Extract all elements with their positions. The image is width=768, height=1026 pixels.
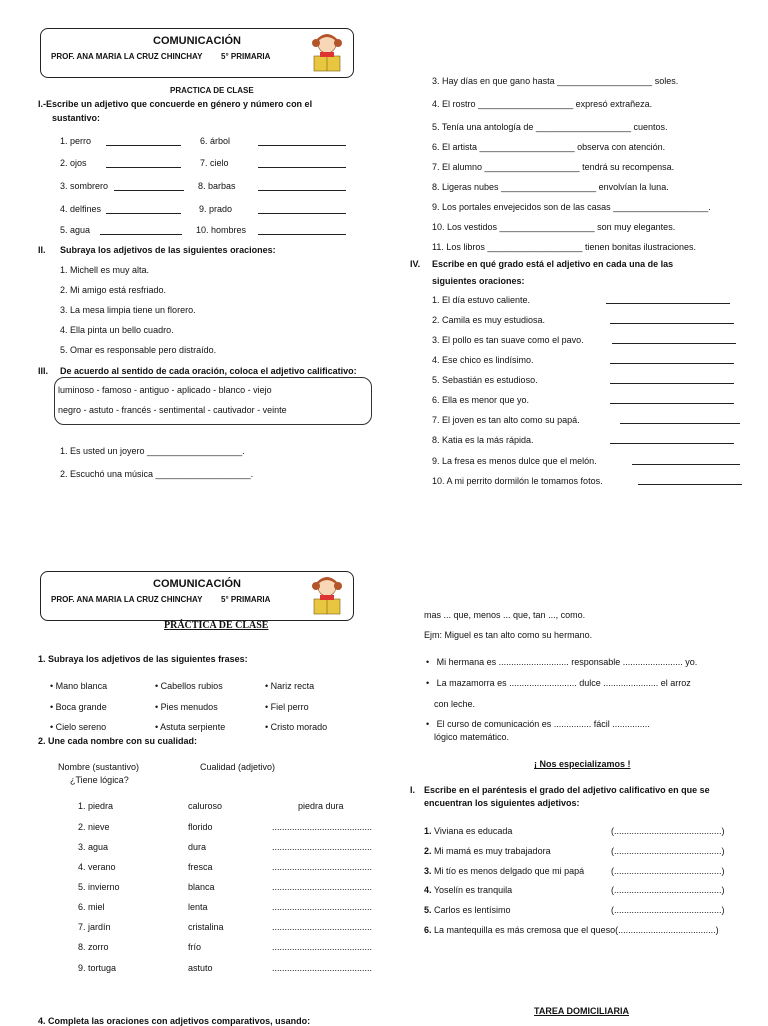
answer-blank[interactable] [106, 167, 181, 168]
bullet-item: • Cabellos rubios [155, 681, 223, 691]
sentence: El curso de comunicación es ............... fácil ............... [436, 719, 650, 729]
header-title: COMUNICACIÓN [153, 35, 241, 47]
answer-blank[interactable] [100, 234, 182, 235]
list-item: 8. Katia es la más rápida. [432, 435, 534, 445]
list-item: 1. Es usted un joyero ___________________. [60, 446, 245, 456]
list-item: 1. Michell es muy alta. [60, 265, 150, 275]
list-item: 5. Omar es responsable pero distraído. [60, 345, 217, 355]
list-item: 8. barbas [198, 181, 236, 191]
noun: 4. verano [78, 862, 116, 872]
bullet-item: • Boca grande [50, 702, 107, 712]
noun: 6. miel [78, 902, 105, 912]
list-item: 6. Ella es menor que yo. [432, 395, 530, 405]
answer-dots[interactable]: ........................................ [272, 822, 373, 832]
s2-4-title: 4. Completa las oraciones con adjetivos comparativos, usando: [38, 1016, 311, 1026]
header-teacher: PROF. ANA MARIA LA CRUZ CHINCHAY [51, 52, 203, 61]
col-header-noun: Nombre (sustantivo) [58, 762, 140, 772]
list-item [424, 885, 512, 895]
answer-paren[interactable]: (...........................................) [611, 826, 725, 836]
noun: 2. nieve [78, 822, 110, 832]
bullet-item: • Astuta serpiente [155, 722, 226, 732]
bullet-item: • El curso de comunicación es ............... fácil ............... [426, 719, 650, 729]
list-item: 4. delfines [60, 204, 102, 214]
bullet-item: • La mazamorra es ........................... dulce ...................... el arroz [426, 678, 691, 688]
sentence: Mi tío es menos delgado que mi papá [434, 866, 585, 876]
answer-blank[interactable] [106, 145, 181, 146]
quality: frío [188, 942, 202, 952]
answer-paren[interactable]: (...........................................) [611, 885, 725, 895]
answer-blank[interactable] [610, 443, 734, 444]
quality: dura [188, 842, 207, 852]
quality: caluroso [188, 801, 223, 811]
phrase: Pies menudos [160, 702, 218, 712]
answer-paren[interactable]: (...........................................) [611, 905, 725, 915]
phrase: Mano blanca [55, 681, 108, 691]
answer-blank[interactable] [114, 190, 184, 191]
item-number: 1. [424, 826, 432, 836]
list-item: 7. cielo [200, 158, 229, 168]
list-item: 7. El alumno ___________________ tendrá su recompensa. [432, 162, 675, 172]
s2-number: II. [38, 245, 46, 255]
item-number: 2. [424, 846, 432, 856]
list-item [424, 905, 511, 915]
header-box-1 [40, 28, 354, 78]
answer-blank[interactable] [258, 145, 346, 146]
phrase: Boca grande [55, 702, 107, 712]
list-item: 9. La fresa es menos dulce que el melón. [432, 456, 597, 466]
list-item: 1. El día estuvo caliente. [432, 295, 531, 305]
list-item: 9. Los portales envejecidos son de las casas ___________________. [432, 202, 711, 212]
list-item: 2. ojos [60, 158, 87, 168]
noun: 3. agua [78, 842, 109, 852]
header-title: COMUNICACIÓN [153, 578, 241, 590]
s4-title-line1: Escribe en qué grado está el adjetivo en cada una de las [432, 259, 674, 269]
bullet-item: • Cristo morado [265, 722, 328, 732]
noun: 1. piedra [78, 801, 114, 811]
example-line: Ejm: Miguel es tan alto como su hermano. [424, 630, 593, 640]
answer-blank[interactable] [258, 234, 346, 235]
list-item: 6. El artista ___________________ observa con atención. [432, 142, 666, 152]
s3-title: De acuerdo al sentido de cada oración, coloca el adjetivo calificativo: [60, 366, 357, 376]
answer-dots[interactable]: ........................................ [272, 882, 373, 892]
bullet-item: • Mano blanca [50, 681, 108, 691]
answer-dots[interactable]: ........................................ [272, 963, 373, 973]
answer-dots[interactable]: ........................................ [272, 862, 373, 872]
s2-1-title: 1. Subraya los adjetivos de las siguientes frases: [38, 654, 248, 664]
list-item: 7. El joven es tan alto como su papá. [432, 415, 580, 425]
sentence: Mi mamá es muy trabajadora [434, 846, 551, 856]
item-number: 3. [424, 866, 432, 876]
phrase: Nariz recta [270, 681, 315, 691]
phrase: Cielo sereno [55, 722, 107, 732]
list-item: 2. Camila es muy estudiosa. [432, 315, 546, 325]
example-answer: piedra dura [298, 801, 344, 811]
list-item: 2. Escuchó una música ___________________. [60, 469, 254, 479]
phrase: Astuta serpiente [160, 722, 226, 732]
s2-2-title: 2. Une cada nombre con su cualidad: [38, 736, 198, 746]
list-item: 9. prado [199, 204, 233, 214]
noun: 9. tortuga [78, 963, 117, 973]
answer-dots[interactable]: ........................................ [272, 942, 373, 952]
item-number: 6. [424, 925, 432, 935]
quality: astuto [188, 963, 213, 973]
list-item: 3. sombrero [60, 181, 109, 191]
list-item [424, 925, 719, 935]
header-grade: 5° PRIMARIA [221, 595, 271, 604]
list-item: 4. Ella pinta un bello cuadro. [60, 325, 174, 335]
sI-number: I. [410, 785, 416, 795]
sentence-cont: lógico matemático. [434, 732, 510, 742]
list-item: 1. perro [60, 136, 92, 146]
answer-blank[interactable] [258, 213, 346, 214]
special-heading: ¡ Nos especializamos ! [534, 759, 631, 769]
header-grade: 5° PRIMARIA [221, 52, 271, 61]
bullet-item: • Cielo sereno [50, 722, 107, 732]
girl-reading-icon [307, 32, 347, 76]
comparative-line: mas ... que, menos ... que, tan ..., como. [424, 610, 586, 620]
s1-title-line1: I.-Escribe un adjetivo que concuerde en género y número con el [38, 99, 313, 109]
list-item: 3. La mesa limpia tiene un florero. [60, 305, 196, 315]
noun: 5. invierno [78, 882, 120, 892]
s4-number: IV. [410, 259, 421, 269]
list-item: 5. agua [60, 225, 91, 235]
col-header-logic: ¿Tiene lógica? [70, 775, 129, 785]
answer-blank[interactable] [610, 363, 734, 364]
list-item: 6. árbol [200, 136, 231, 146]
list-item: 5. Tenía una antología de ___________________ cuentos. [432, 122, 668, 132]
list-item: 4. El rostro ___________________ expresó extrañeza. [432, 99, 653, 109]
phrase: Cabellos rubios [160, 681, 223, 691]
quality: lenta [188, 902, 208, 912]
s3-number: III. [38, 366, 49, 376]
noun: 7. jardín [78, 922, 111, 932]
answer-blank[interactable] [610, 383, 734, 384]
practice-title-2: PRÁCTICA DE CLASE [164, 620, 269, 631]
s2-title: Subraya los adjetivos de las siguientes oraciones: [60, 245, 276, 255]
answer-paren[interactable]: (...........................................) [611, 866, 725, 876]
item-number: 5. [424, 905, 432, 915]
answer-paren[interactable]: (...........................................) [611, 846, 725, 856]
answer-dots[interactable]: ........................................ [272, 842, 373, 852]
list-item: 5. Sebastián es estudioso. [432, 375, 538, 385]
practice-title-1: PRACTICA DE CLASE [170, 86, 254, 95]
phrase: Fiel perro [270, 702, 309, 712]
answer-dots[interactable]: ........................................ [272, 922, 373, 932]
list-item: 10. Los vestidos ___________________ son muy elegantes. [432, 222, 676, 232]
list-item [424, 846, 551, 856]
sentence: La mazamorra es ........................... dulce ...................... el arroz [436, 678, 691, 688]
list-item: 8. Ligeras nubes ___________________ envolvían la luna. [432, 182, 669, 192]
quality: fresca [188, 862, 213, 872]
answer-blank[interactable] [606, 303, 730, 304]
word-bank-line1: luminoso - famoso - antiguo - aplicado - blanco - viejo [58, 385, 272, 395]
sI-title-line2: encuentran los siguientes adjetivos: [424, 798, 580, 808]
list-item: 4. Ese chico es lindísimo. [432, 355, 534, 365]
list-item: 3. El pollo es tan suave como el pavo. [432, 335, 584, 345]
sI-title-line1: Escribe en el paréntesis el grado del adjetivo calificativo en que se [424, 785, 710, 795]
sentence: Yoselín es tranquila [433, 885, 513, 895]
answer-blank[interactable] [612, 343, 736, 344]
list-item: 3. Hay días en que gano hasta ___________________ soles. [432, 76, 679, 86]
quality: blanca [188, 882, 215, 892]
noun: 8. zorro [78, 942, 109, 952]
bullet-item: • Mi hermana es ............................ responsable ........................ yo. [426, 657, 698, 667]
homework-title: TAREA DOMICILIARIA [534, 1006, 629, 1016]
list-item [424, 866, 584, 876]
item-number: 4. [424, 885, 432, 895]
answer-blank[interactable] [632, 464, 740, 465]
sentence-cont: con leche. [434, 699, 476, 709]
list-item: 10. A mi perrito dormilón le tomamos fotos. [432, 476, 603, 486]
phrase: Cristo morado [270, 722, 328, 732]
answer-blank[interactable] [258, 167, 346, 168]
answer-dots[interactable]: ........................................ [272, 902, 373, 912]
sentence: La mantequilla es más cremosa que el queso(.......................................) [434, 925, 719, 935]
answer-blank[interactable] [620, 423, 740, 424]
list-item: 11. Los libros ___________________ tienen bonitas ilustraciones. [432, 242, 697, 252]
answer-blank[interactable] [610, 323, 734, 324]
answer-blank[interactable] [258, 190, 346, 191]
s1-title-line2: sustantivo: [52, 113, 101, 123]
list-item: 2. Mi amigo está resfriado. [60, 285, 167, 295]
sentence: Carlos es lentísimo [434, 905, 511, 915]
word-bank-line2: negro - astuto - francés - sentimental - cautivador - veinte [58, 405, 287, 415]
bullet-item: • Nariz recta [265, 681, 315, 691]
header-teacher: PROF. ANA MARIA LA CRUZ CHINCHAY [51, 595, 203, 604]
bullet-item: • Pies menudos [155, 702, 218, 712]
answer-blank[interactable] [106, 213, 181, 214]
quality: florido [188, 822, 213, 832]
sentence: Mi hermana es ............................ responsable ........................ yo. [436, 657, 698, 667]
bullet-item: • Fiel perro [265, 702, 309, 712]
girl-reading-icon [307, 575, 347, 619]
sentence: Viviana es educada [434, 826, 513, 836]
s4-title-line2: siguientes oraciones: [432, 276, 525, 286]
list-item: 10. hombres [196, 225, 247, 235]
answer-blank[interactable] [610, 403, 734, 404]
answer-blank[interactable] [638, 484, 742, 485]
quality: cristalina [188, 922, 224, 932]
header-box-2 [40, 571, 354, 621]
col-header-quality: Cualidad (adjetivo) [200, 762, 276, 772]
list-item [424, 826, 512, 836]
